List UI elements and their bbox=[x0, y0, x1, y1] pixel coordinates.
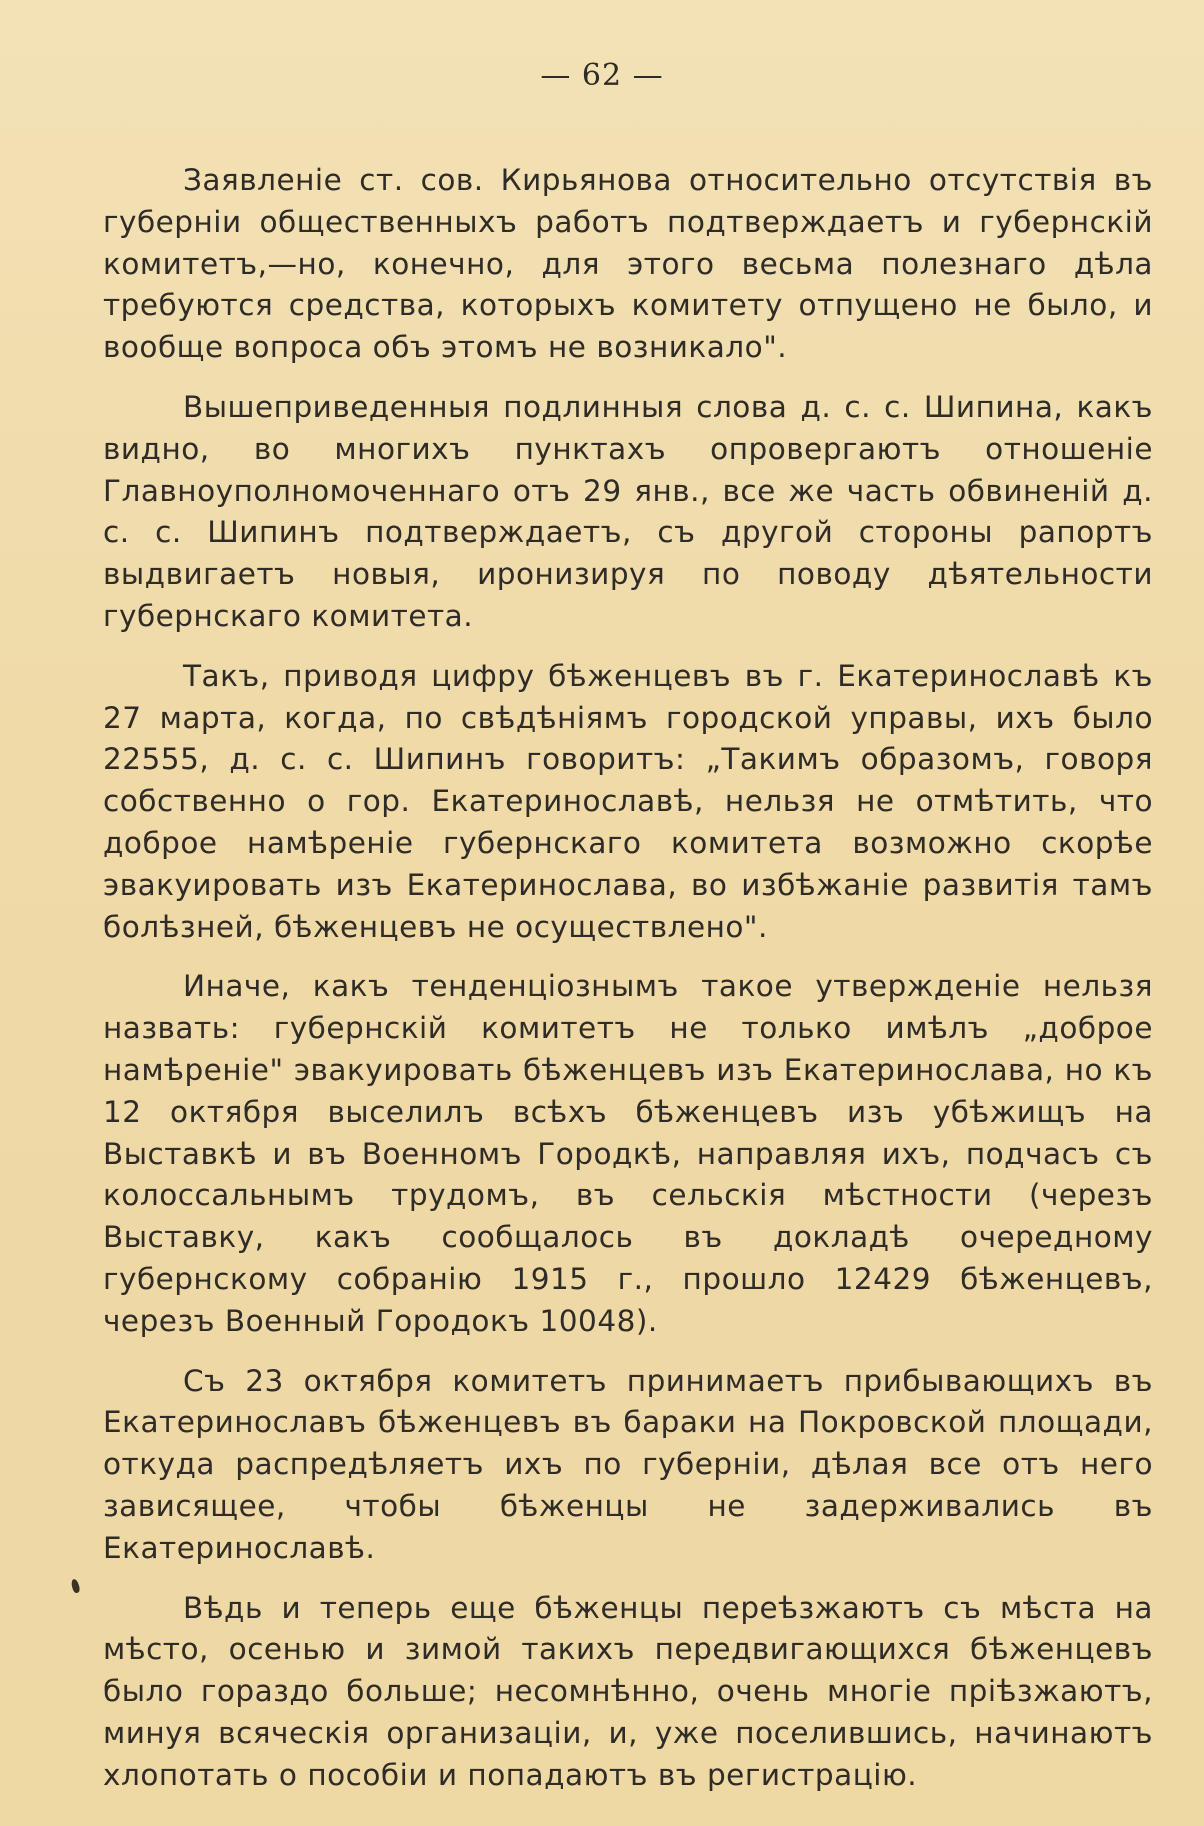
paragraph-3: Такъ, приводя цифру бѣженцевъ въ г. Екатеринославѣ къ 27 марта, когда, по свѣдѣніямъ городской управы, ихъ было 22555, д. с. с. Шипинъ говоритъ: „Такимъ образомъ, говоря собственно о гор. Екатеринославѣ, нельзя не отмѣтить, что доброе намѣреніе губернскаго комитета возможно скорѣе эвакуировать изъ Екатеринослава, во избѣжаніе развитія тамъ болѣзней, бѣженцевъ не осуществлено". bbox=[103, 658, 1153, 944]
ink-mark bbox=[70, 1578, 80, 1593]
paragraph-4: Иначе, какъ тенденціознымъ такое утвержденіе нельзя назвать: губернскій комитетъ не только имѣлъ „доброе намѣреніе" эвакуировать бѣженцевъ изъ Екатеринослава, но къ 12 октября выселилъ всѣхъ бѣженцевъ изъ убѣжищъ на Выставкѣ и въ Военномъ Городкѣ, направляя ихъ, подчасъ съ колоссальнымъ трудомъ, въ сельскія мѣстности (черезъ Выставку, какъ сообщалось въ докладѣ очередному губернскому собранію 1915 г., прошло 12429 бѣженцевъ, черезъ Военный Городокъ 10048). bbox=[103, 969, 1153, 1338]
paragraph-1: Заявленіе ст. сов. Кирьянова относительно отсутствія въ губерніи общественныхъ работъ подтверждаетъ и губернскій комитетъ,—но, конечно, для этого весьма полезнаго дѣла требуются средства, которыхъ комитету отпущено не было, и вообще вопроса объ этомъ не возникало". bbox=[103, 163, 1153, 365]
body-text bbox=[103, 160, 1153, 1814]
paragraph-5: Съ 23 октября комитетъ принимаетъ прибывающихъ въ Екатеринославъ бѣженцевъ въ бараки на Покровской площади, откуда распредѣляетъ ихъ по губерніи, дѣлая все отъ него зависящее, чтобы бѣженцы не задерживались въ Екатеринославѣ. bbox=[103, 1363, 1153, 1565]
paragraph-6: Вѣдь и теперь еще бѣженцы переѣзжаютъ съ мѣста на мѣсто, осенью и зимой такихъ передвигающихся бѣженцевъ было гораздо больше; несомнѣнно, очень многіе пріѣзжаютъ, минуя всяческія организаціи, и, уже поселившись, начинаютъ хлопотать о пособіи и попадаютъ въ регистрацію. bbox=[103, 1590, 1153, 1792]
paragraph-2: Вышеприведенныя подлинныя слова д. с. с. Шипина, какъ видно, во многихъ пунктахъ опровергаютъ отношеніе Главноуполномоченнаго отъ 29 янв., все же часть обвиненій д. с. с. Шипинъ подтверждаетъ, съ другой стороны рапортъ выдвигаетъ новыя, иронизируя по поводу дѣятельности губернскаго комитета. bbox=[103, 389, 1153, 633]
page-number: — 62 — bbox=[540, 58, 664, 93]
